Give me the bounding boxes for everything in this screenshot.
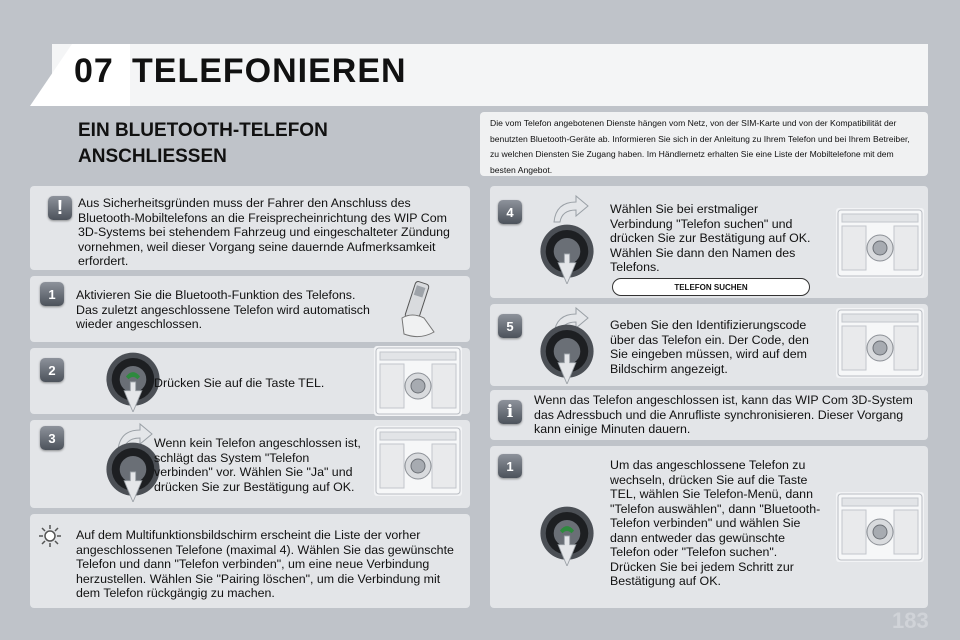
step3-box	[30, 420, 470, 508]
step5-text: Geben Sie den Identifizierungscode über das Telefon ein. Der Code, den Sie eingeben müssen, wird auf dem Bildschirm angezeigt.	[610, 318, 809, 376]
step4-badge: 4	[498, 200, 522, 224]
warning-icon: !	[48, 196, 72, 220]
tel-button-icon	[536, 504, 598, 566]
info-text: Wenn das Telefon angeschlossen ist, kann das WIP Com 3D-System das Adressbuch und die Anrufliste synchronisieren. Dieser Vorgang kann einige Minuten dauern.	[534, 393, 913, 436]
step1-text: Aktivieren Sie die Bluetooth-Funktion des Telefons. Das zuletzt angeschlossene Telefon wird automatisch wieder angeschlossen.	[76, 288, 370, 331]
warning-text: Aus Sicherheitsgründen muss der Fahrer den Anschluss des Bluetooth-Mobiltelefons an die Freisprecheinrichtung des WIP Com 3D-Systems bei stehendem Fahrzeug und eingeschalteter Zündung vornehmen, weil dieser Vorgang seine dauernde Aufmerksamkeit erfordert.	[78, 196, 450, 268]
tip-text: Auf dem Multifunktionsbildschirm erscheint die Liste der vorher angeschlossenen Telefone (maximal 4). Wählen Sie das gewünschte Telefon und dann "Telefon verbinden", um eine neue Verbindung herzustellen. Wählen Sie "Pairing löschen", um die Verbindung mit dem Telefon rückgängig zu machen.	[76, 528, 454, 600]
page-number: 183	[892, 608, 929, 633]
section-title	[78, 118, 458, 170]
rotate-arrow-icon	[550, 194, 590, 224]
step3-badge: 3	[40, 426, 64, 450]
radio-unit-icon	[374, 346, 462, 416]
mobile-phone-icon	[392, 278, 462, 340]
switch-step-badge: 1	[498, 454, 522, 478]
intro-box	[480, 112, 928, 176]
radio-unit-icon	[836, 308, 924, 378]
sun-icon	[38, 524, 62, 548]
step1-badge: 1	[40, 282, 64, 306]
ok-knob-icon	[536, 322, 598, 384]
section-title-line1: EIN BLUETOOTH-TELEFON	[78, 120, 328, 141]
step1-box	[30, 276, 470, 342]
info-icon: i	[498, 400, 522, 424]
radio-unit-icon	[374, 426, 462, 496]
step2-box	[30, 348, 470, 414]
step5-badge: 5	[498, 314, 522, 338]
step2-badge: 2	[40, 358, 64, 382]
step3-text: Wenn kein Telefon angeschlossen ist, schlägt das System "Telefon verbinden" vor. Wählen Sie "Ja" und drücken Sie zur Bestätigung auf OK.	[154, 436, 361, 494]
radio-unit-icon	[836, 208, 924, 278]
chapter-title: TELEFONIEREN	[132, 52, 407, 90]
switch-phone-text: Um das angeschlossene Telefon zu wechseln, drücken Sie auf die Taste TEL, wählen Sie Telefon-Menü, dann "Telefon auswählen", dann "Bluetooth-Telefon verbinden" und wählen Sie dann entweder das gewünschte Telefon oder "Telefon suchen". Drücken Sie bei jedem Schritt zur Bestätigung auf OK.	[610, 458, 821, 588]
intro-text: Die vom Telefon angebotenen Dienste hängen vom Netz, von der SIM-Karte und von der Kompatibilität der benutzten Bluetooth-Geräte ab. Informieren Sie sich in der Anleitung zu Ihrem Telefon und bei Ihrem Betreiber, zu welchen Diensten Sie Zugang haben. Im Händlernetz erhalten Sie eine Liste der Mobiltelefone mit dem besten Angebot.	[490, 118, 910, 175]
warning-box	[30, 186, 470, 270]
chapter-number: 07	[74, 52, 114, 90]
ok-knob-icon	[536, 222, 598, 284]
tip-box	[30, 514, 470, 608]
section-title-line2: ANSCHLIESSEN	[78, 146, 227, 167]
radio-unit-icon	[836, 492, 924, 562]
step5-box	[490, 304, 928, 386]
telefon-suchen-button[interactable]: TELEFON SUCHEN	[612, 278, 810, 296]
info-box	[490, 390, 928, 440]
step4-box	[490, 186, 928, 298]
switch-phone-box	[490, 446, 928, 608]
step2-text: Drücken Sie auf die Taste TEL.	[154, 376, 325, 390]
step4-text: Wählen Sie bei erstmaliger Verbindung "Telefon suchen" und drücken Sie zur Bestätigung auf OK. Wählen Sie dann den Namen des Telefons.	[610, 202, 811, 274]
